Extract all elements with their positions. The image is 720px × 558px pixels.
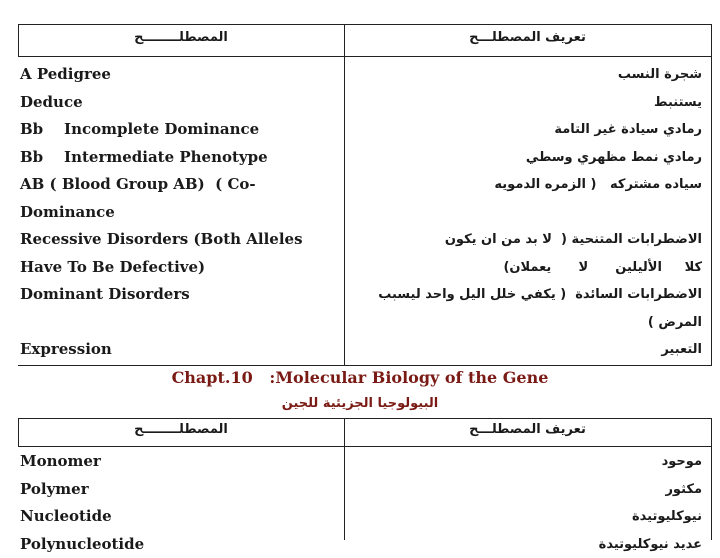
term-co-dominance-cont: Dominance bbox=[20, 199, 340, 227]
table2-right-border bbox=[711, 418, 712, 540]
table1-header-term: المصطلــــــــح bbox=[18, 30, 344, 45]
term-intermediate-phenotype: Bb Intermediate Phenotype bbox=[20, 144, 340, 172]
def-polymer: مكثور bbox=[332, 476, 702, 504]
term-dominant-disorders: Dominant Disorders bbox=[20, 281, 340, 309]
def-recessive-disorders: الاضطرابات المتنحية ( لا بد من ان يكون bbox=[332, 226, 702, 254]
term-blank bbox=[20, 309, 340, 337]
def-incomplete-dominance: رمادي سيادة غير التامة bbox=[332, 116, 702, 144]
def-dominant-disorders: الاضطرابات السائدة ( يكفي خلل اليل واحد ليسبب bbox=[332, 281, 702, 309]
term-nucleotide: Nucleotide bbox=[20, 503, 340, 531]
chapter-title-arabic: البيولوجيا الجزيئية للجين bbox=[0, 396, 720, 411]
term-polymer: Polymer bbox=[20, 476, 340, 504]
term-expression: Expression bbox=[20, 336, 340, 364]
table1-right-border bbox=[711, 24, 712, 366]
def-recessive-disorders-cont: كلا الأليلين لا يعملان) bbox=[332, 254, 702, 282]
term-co-dominance: AB ( Blood Group AB) ( Co- bbox=[20, 171, 340, 199]
table1-header-definition: تعريف المصطلـــح bbox=[344, 30, 711, 45]
def-monomer: موحود bbox=[332, 448, 702, 476]
term-deduce: Deduce bbox=[20, 89, 340, 117]
table1-bottom-border bbox=[18, 365, 712, 366]
term-polynucleotide: Polynucleotide bbox=[20, 531, 340, 558]
table2-header-divider bbox=[18, 446, 712, 447]
chapter-title: Chapt.10 :Molecular Biology of the Gene bbox=[0, 368, 720, 387]
table1-header-divider bbox=[18, 56, 712, 57]
def-deduce: يستنبط bbox=[332, 89, 702, 117]
term-recessive-disorders-cont: Have To Be Defective) bbox=[20, 254, 340, 282]
table2-top-border bbox=[18, 418, 712, 419]
term-recessive-disorders: Recessive Disorders (Both Alleles bbox=[20, 226, 340, 254]
def-expression: التعبير bbox=[332, 336, 702, 364]
def-dominant-disorders-cont: المرض ) bbox=[332, 309, 702, 337]
def-co-dominance-cont bbox=[332, 199, 702, 227]
term-incomplete-dominance: Bb Incomplete Dominance bbox=[20, 116, 340, 144]
table2-header-term: المصطلــــــــح bbox=[18, 422, 344, 437]
table1-english-column bbox=[20, 61, 340, 364]
def-intermediate-phenotype: رمادي نمط مظهري وسطي bbox=[332, 144, 702, 172]
def-pedigree: شجرة النسب bbox=[332, 61, 702, 89]
def-co-dominance: سياده مشتركه ( الزمره الدمويه bbox=[332, 171, 702, 199]
term-pedigree: A Pedigree bbox=[20, 61, 340, 89]
table2-header-definition: تعريف المصطلـــح bbox=[344, 422, 711, 437]
table2-english-column bbox=[20, 448, 340, 558]
table1-arabic-column bbox=[332, 61, 702, 364]
def-nucleotide: نيوكليوتيدة bbox=[332, 503, 702, 531]
term-monomer: Monomer bbox=[20, 448, 340, 476]
table2-arabic-column bbox=[332, 448, 702, 558]
table1-top-border bbox=[18, 24, 712, 25]
def-polynucleotide: عديد نيوكليوتيدة bbox=[332, 531, 702, 558]
